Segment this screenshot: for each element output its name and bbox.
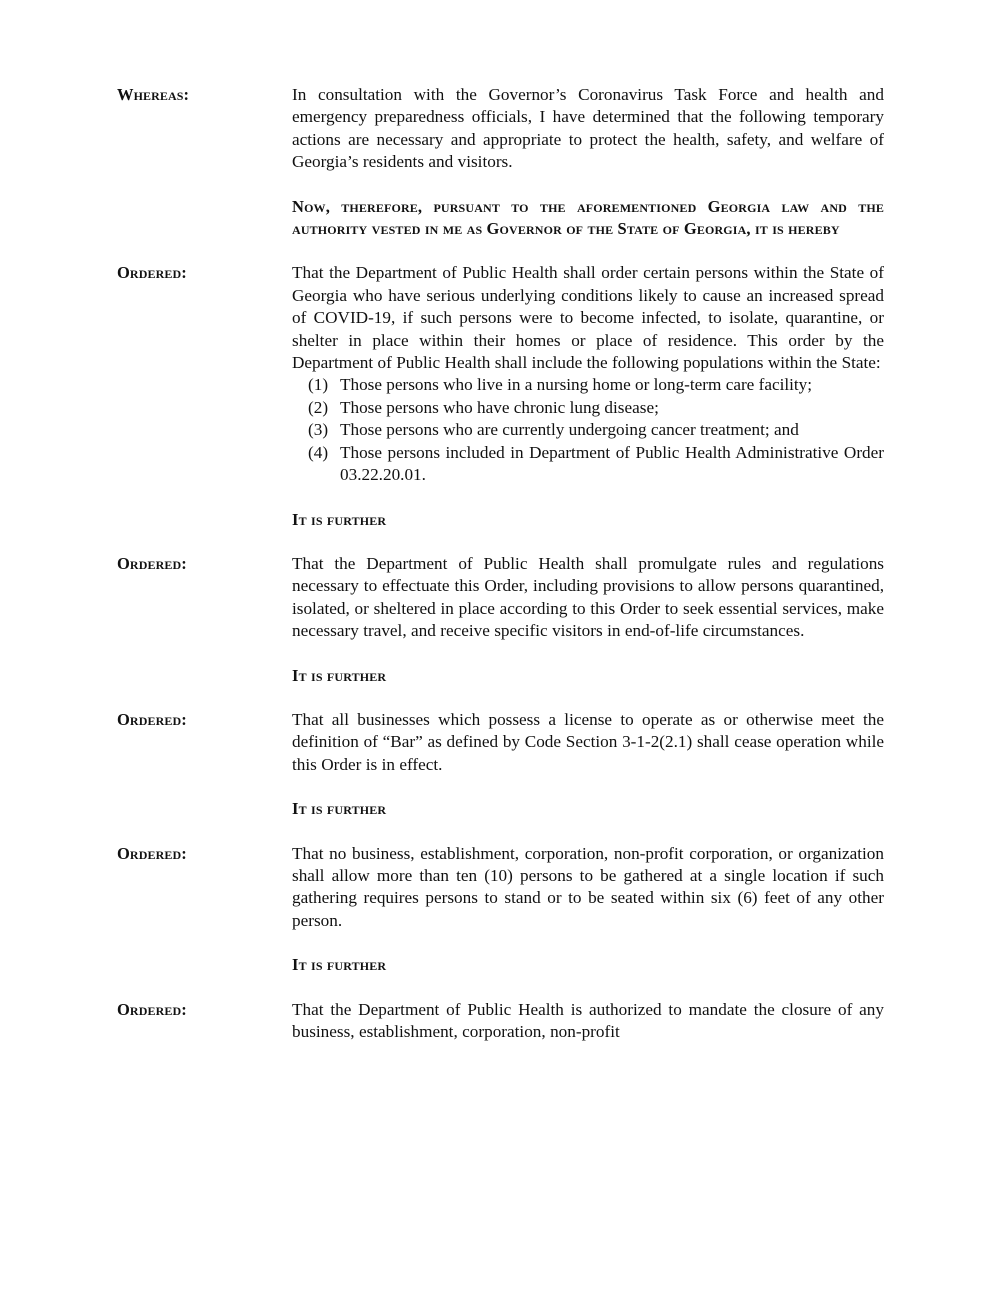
ordered-4-label-column — [117, 843, 292, 865]
ordered-5-paragraph: That the Department of Public Health is authorized to mandate the closure of any business, establishment, corporation, non-profit — [292, 999, 884, 1041]
list-item — [292, 374, 884, 396]
list-item-number: (3) — [308, 420, 329, 440]
now-therefore-body-column — [292, 196, 884, 241]
spacer — [117, 174, 884, 196]
ordered-3-label-column — [117, 709, 292, 731]
it-is-further-2: It is further — [292, 665, 387, 685]
ordered-3-label: Ordered: — [117, 709, 187, 729]
spacer — [117, 531, 884, 553]
ordered-1-label: Ordered: — [117, 263, 187, 283]
it-is-further-1: It is further — [292, 509, 387, 529]
list-item-text: Those persons who are currently undergoing cancer treatment; and — [340, 420, 799, 440]
list-item-text: Those persons who live in a nursing home or long-term care facility; — [340, 375, 813, 395]
it-is-further-4: It is further — [292, 955, 387, 975]
ordered-3-body-column — [292, 709, 884, 821]
list-item — [292, 419, 884, 441]
ordered-2-block — [117, 553, 884, 687]
spacer — [292, 932, 884, 954]
ordered-1-numbered-list — [292, 374, 884, 486]
ordered-3-block — [117, 709, 884, 821]
spacer — [117, 240, 884, 262]
spacer — [292, 487, 884, 509]
list-item-number: (4) — [308, 442, 329, 462]
ordered-1-body-column — [292, 262, 884, 530]
spacer — [292, 643, 884, 665]
ordered-3-paragraph: That all businesses which possess a license to operate as or otherwise meet the definition of “Bar” as defined by Code Section 3-1-2(2.1) shall cease operation while this Order is in effect. — [292, 709, 884, 774]
list-item-text: Those persons who have chronic lung disease; — [340, 397, 659, 417]
ordered-1-block — [117, 262, 884, 530]
spacer — [117, 687, 884, 709]
whereas-label: Whereas: — [117, 85, 190, 104]
spacer — [117, 977, 884, 999]
ordered-5-label-column — [117, 999, 292, 1021]
it-is-further-3: It is further — [292, 799, 387, 819]
ordered-5-label: Ordered: — [117, 999, 187, 1019]
ordered-2-label: Ordered: — [117, 553, 187, 573]
now-therefore-heading: Now, therefore, pursuant to the aforementioned Georgia law and the authority vested in me as Governor of the State of Georgia, it is hereby — [292, 196, 884, 239]
whereas-block — [117, 84, 884, 174]
ordered-2-body-column — [292, 553, 884, 687]
ordered-1-paragraph: That the Department of Public Health shall order certain persons within the State of Georgia who have serious underlying conditions likely to cause an increased spread of COVID-19, if such persons were to become infected, to isolate, quarantine, or shelter in place within their homes or place of residence. This order by the Department of Public Health shall include the following populations within the State: — [292, 263, 884, 373]
ordered-4-body-column — [292, 843, 884, 977]
list-item — [292, 442, 884, 487]
list-item-number: (2) — [308, 397, 329, 417]
now-therefore-block — [117, 196, 884, 241]
ordered-4-label: Ordered: — [117, 843, 187, 863]
ordered-2-label-column — [117, 553, 292, 575]
ordered-4-paragraph: That no business, establishment, corporation, non-profit corporation, or organization shall allow more than ten (10) persons to be gathered at a single location if such gathering requires persons to stand or to be seated within six (6) feet of any other person. — [292, 843, 884, 930]
ordered-5-body-column — [292, 999, 884, 1044]
ordered-4-block — [117, 843, 884, 977]
whereas-body-column — [292, 84, 884, 174]
ordered-5-block — [117, 999, 884, 1044]
document-body — [117, 84, 884, 1043]
list-item-text: Those persons included in Department of Public Health Administrative Order 03.22.20.01. — [340, 442, 884, 485]
spacer — [292, 776, 884, 798]
spacer — [117, 821, 884, 843]
ordered-2-paragraph: That the Department of Public Health shall promulgate rules and regulations necessary to effectuate this Order, including provisions to allow persons quarantined, isolated, or sheltered in place according to this Order to seek essential services, make necessary travel, and receive specific visitors in end-of-life circumstances. — [292, 553, 884, 641]
whereas-paragraph: In consultation with the Governor’s Coronavirus Task Force and health and emergency preparedness officials, I have determined that the following temporary actions are necessary and appropriate to protect the health, safety, and welfare of Georgia’s residents and visitors. — [292, 85, 884, 172]
list-item — [292, 397, 884, 419]
ordered-1-label-column — [117, 262, 292, 284]
whereas-label-column — [117, 84, 292, 106]
list-item-number: (1) — [308, 375, 329, 395]
